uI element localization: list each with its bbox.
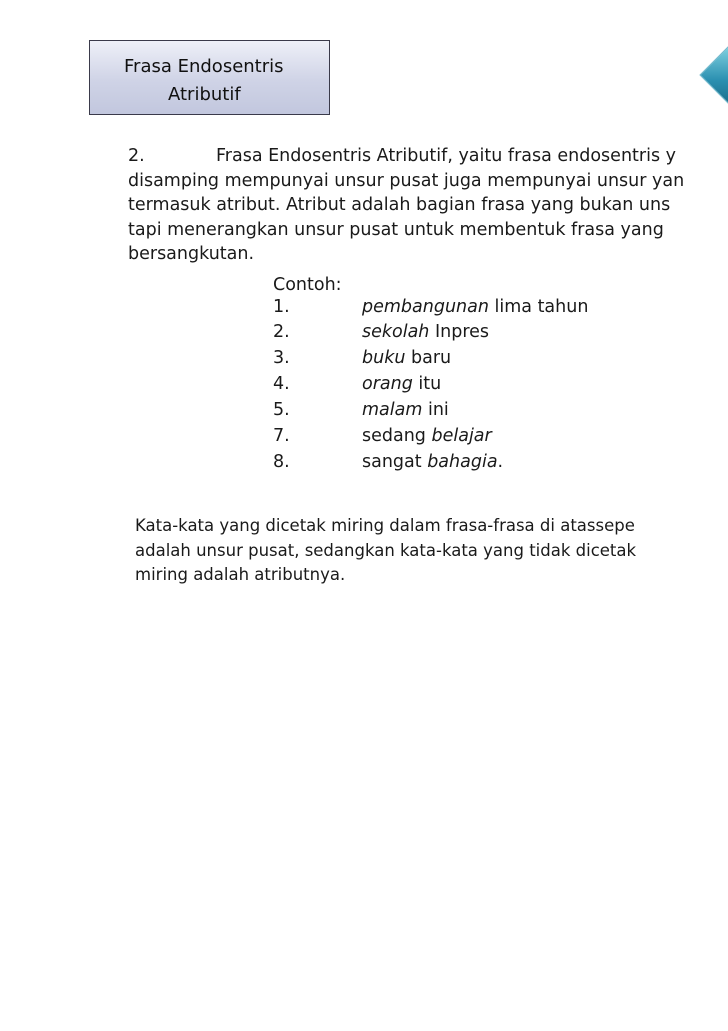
example-number: 8. [273, 452, 290, 472]
paragraph-line-3: termasuk atribut. Atribut adalah bagian frasa yang bukan uns [128, 195, 671, 215]
example-item [273, 400, 449, 420]
example-label: Contoh: [273, 275, 342, 295]
slide-title-line-1: Frasa Endosentris [124, 56, 284, 77]
example-number: 2. [273, 322, 290, 342]
slide-title-line-2: Atributif [168, 84, 241, 105]
example-attribute: . [497, 452, 504, 472]
example-number: 1. [273, 297, 290, 317]
example-attribute: ini [422, 400, 449, 420]
definition-paragraph [128, 144, 728, 267]
example-attribute: lima tahun [488, 297, 589, 317]
example-number: 3. [273, 348, 290, 368]
paragraph-line-4: tapi menerangkan unsur pusat untuk membentuk frasa yang [128, 219, 664, 240]
example-head-word: sekolah [362, 322, 430, 342]
slide-title-box [89, 40, 330, 115]
example-item [273, 322, 489, 342]
example-number: 5. [273, 400, 290, 420]
example-number: 7. [273, 426, 290, 446]
paragraph-line-1-text: Frasa Endosentris Atributif, yaitu frasa endosentris y [216, 146, 676, 166]
example-attribute: itu [412, 374, 442, 394]
example-attribute: baru [405, 348, 452, 368]
example-item [273, 297, 588, 317]
summary-line-1: Kata-kata yang dicetak miring dalam frasa-frasa di atassepe [135, 516, 635, 535]
summary-paragraph [135, 514, 728, 588]
example-head-word: buku [362, 348, 406, 368]
example-head-word: orang [362, 374, 413, 394]
example-head-word: bahagia [427, 452, 498, 472]
example-prefix: sangat [362, 452, 428, 472]
summary-line-3: miring adalah atributnya. [135, 565, 346, 584]
summary-line-2: adalah unsur pusat, sedangkan kata-kata yang tidak dicetak [135, 540, 637, 560]
paragraph-line-2: disamping mempunyai unsur pusat juga mempunyai unsur yan [128, 170, 685, 191]
example-head-word: pembangunan [362, 297, 489, 317]
paragraph-line-1 [128, 144, 728, 169]
corner-diamond-logo [699, 45, 728, 104]
example-item [273, 426, 492, 446]
example-number: 4. [273, 374, 290, 394]
example-item [273, 452, 503, 472]
example-head-word: belajar [431, 426, 492, 446]
paragraph-number: 2. [128, 146, 145, 166]
example-attribute: Inpres [429, 322, 490, 342]
paragraph-line-5: bersangkutan. [128, 244, 255, 264]
example-head-word: malam [362, 400, 423, 420]
example-item [273, 348, 451, 368]
example-item [273, 374, 441, 394]
example-prefix: sedang [362, 426, 432, 446]
